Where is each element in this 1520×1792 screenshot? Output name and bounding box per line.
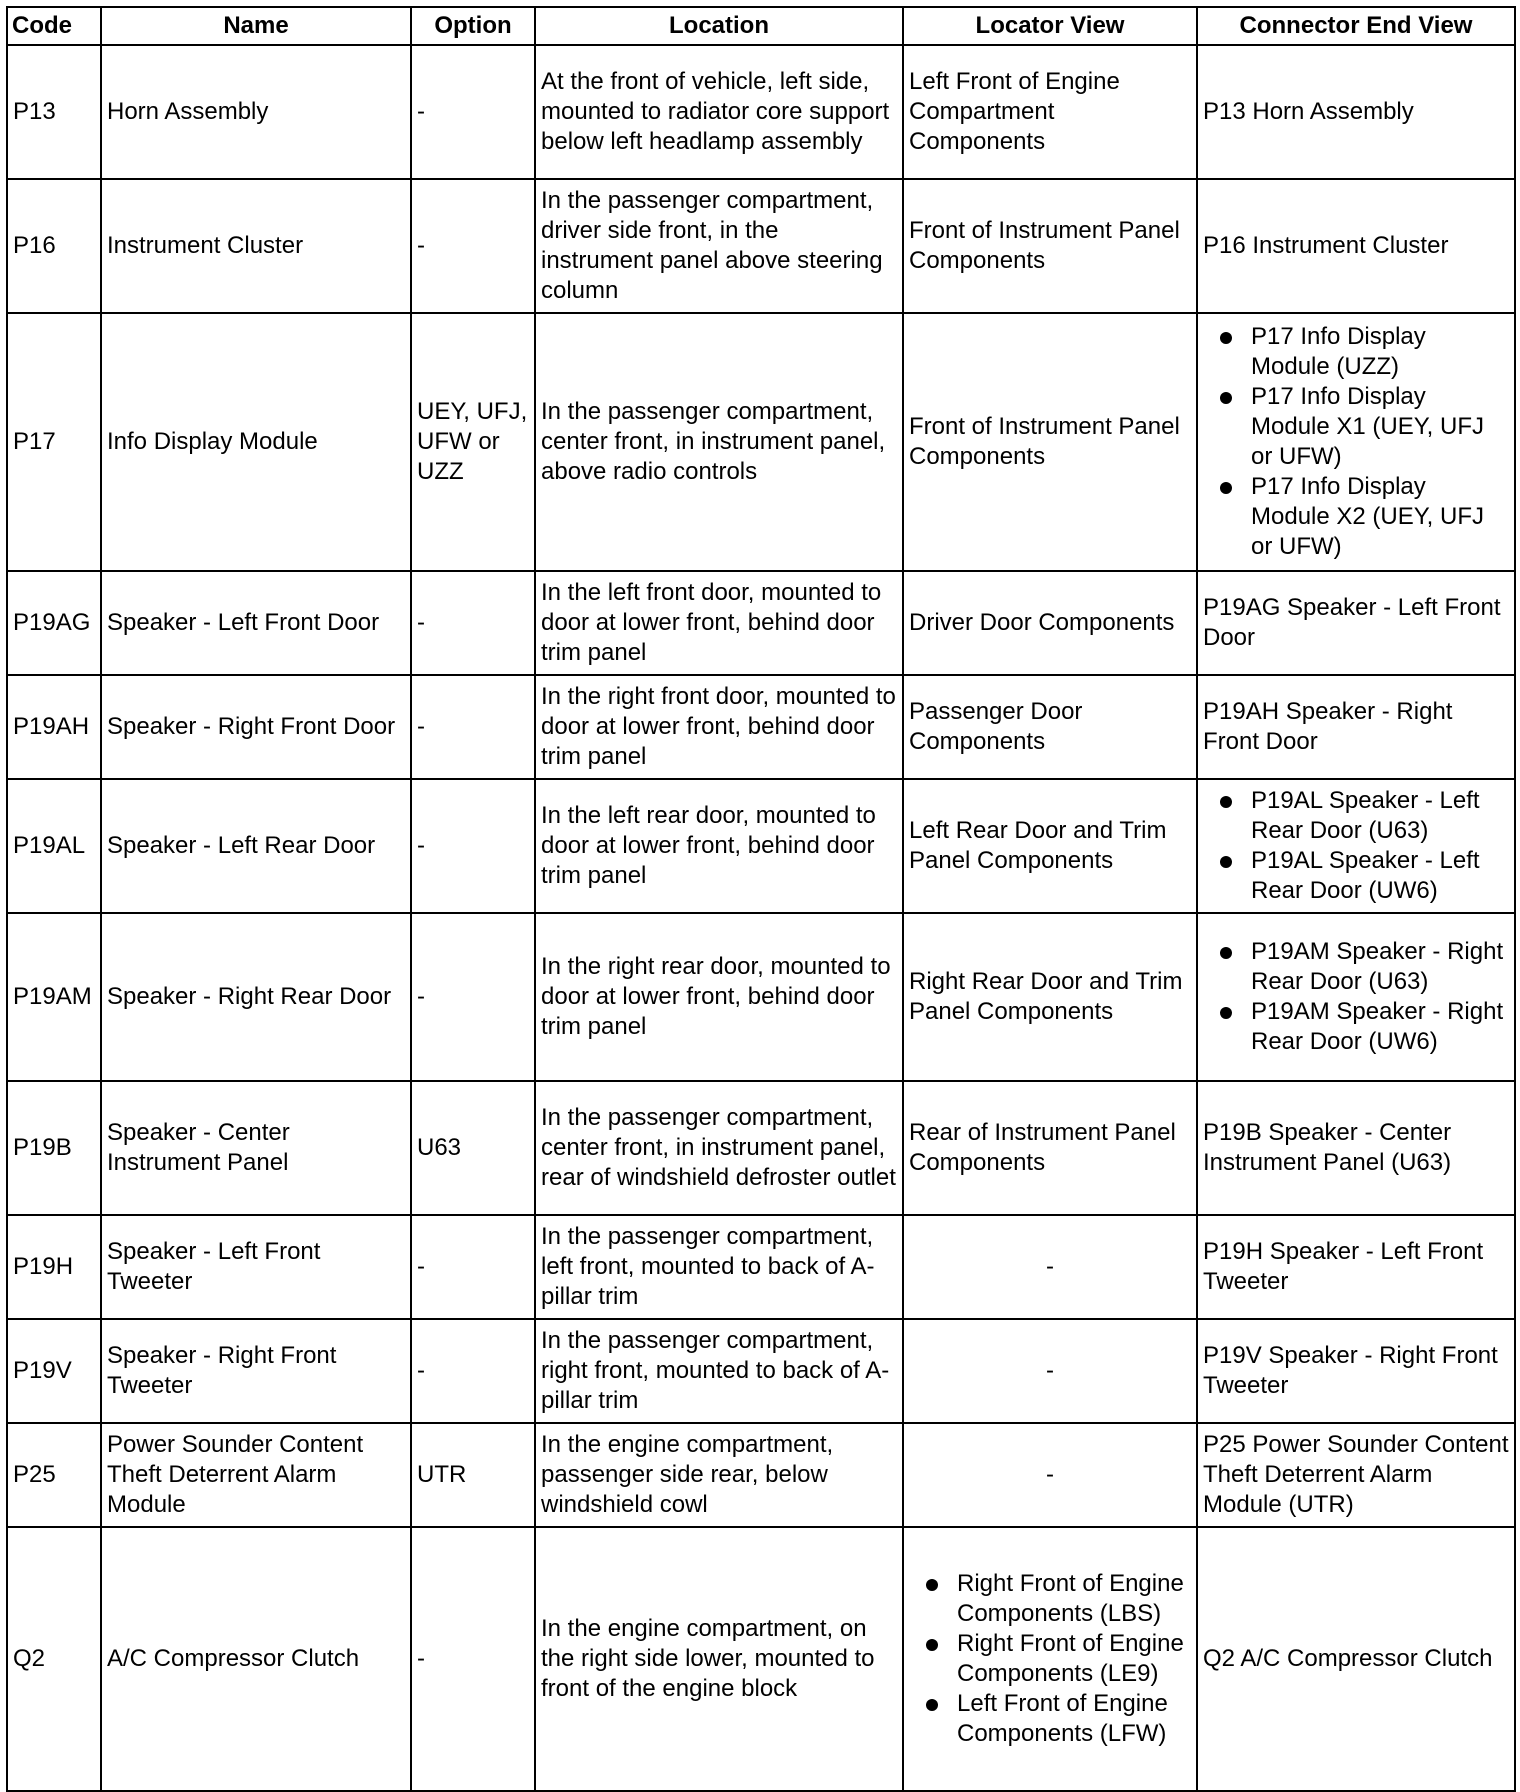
cell-name-text: A/C Compressor Clutch — [107, 1645, 360, 1672]
cell-connector-end-view — [1197, 45, 1515, 179]
cell-option-text: - — [417, 983, 425, 1010]
cell-connector-end-view-text: P16 Instrument Cluster — [1203, 232, 1449, 259]
cell-code — [7, 45, 101, 179]
cell-option-text: - — [417, 1357, 425, 1384]
cell-location — [535, 1215, 903, 1319]
cell-locator-view-text: Front of Instrument Panel Components — [909, 413, 1180, 470]
cell-location — [535, 1319, 903, 1423]
cell-option-text: - — [417, 98, 425, 125]
cell-code-text: P16 — [13, 232, 56, 259]
header-row — [7, 7, 1515, 45]
cell-option — [411, 1527, 535, 1791]
cell-location-text: In the passenger compartment, driver side front, in the instrument panel above steering column — [541, 187, 883, 304]
cell-option — [411, 571, 535, 675]
cell-locator-view-text: Right Rear Door and Trim Panel Components — [909, 968, 1183, 1025]
cell-location-text: In the passenger compartment, center front, in instrument panel, above radio controls — [541, 398, 886, 485]
cell-name-text: Power Sounder Content Theft Deterrent Alarm Module — [107, 1431, 364, 1518]
cell-code-text: P19V — [13, 1357, 72, 1384]
table-row — [7, 45, 1515, 179]
cell-connector-end-view — [1197, 1215, 1515, 1319]
cell-location-text: In the engine compartment, on the right side lower, mounted to front of the engine block — [541, 1615, 875, 1702]
table-body — [7, 45, 1515, 1791]
cell-code — [7, 571, 101, 675]
bullet-list — [909, 1569, 1191, 1749]
cell-name — [101, 1527, 411, 1791]
cell-connector-end-view-text: P19V Speaker - Right Front Tweeter — [1203, 1342, 1498, 1399]
cell-locator-view-text: Left Front of Engine Compartment Components — [909, 68, 1120, 155]
cell-code-text: P19AH — [13, 713, 90, 740]
cell-code — [7, 675, 101, 779]
bullet-item: P17 Info Display Module (UZZ) — [1203, 322, 1509, 382]
cell-name-text: Speaker - Right Front Tweeter — [107, 1342, 337, 1399]
cell-connector-end-view — [1197, 313, 1515, 571]
cell-code-text: P19H — [13, 1253, 74, 1280]
cell-name — [101, 1423, 411, 1527]
table-row — [7, 1423, 1515, 1527]
cell-code — [7, 1423, 101, 1527]
cell-option — [411, 779, 535, 913]
cell-code — [7, 313, 101, 571]
cell-option-text: - — [417, 1645, 425, 1672]
table-row — [7, 571, 1515, 675]
cell-location — [535, 675, 903, 779]
cell-option-text: UTR — [417, 1461, 467, 1488]
cell-option-text: - — [417, 232, 425, 259]
bullet-list — [1203, 322, 1509, 562]
cell-location — [535, 779, 903, 913]
cell-name-text: Speaker - Left Front Door — [107, 609, 380, 636]
cell-name-text: Info Display Module — [107, 428, 318, 455]
table-row — [7, 1081, 1515, 1215]
bullet-item: Left Front of Engine Components (LFW) — [909, 1689, 1191, 1749]
cell-connector-end-view — [1197, 779, 1515, 913]
cell-code-text: P19AM — [13, 983, 92, 1010]
cell-locator-view-text: Passenger Door Components — [909, 698, 1083, 755]
cell-option — [411, 1081, 535, 1215]
cell-code — [7, 1319, 101, 1423]
cell-connector-end-view — [1197, 1319, 1515, 1423]
cell-locator-view-text: Front of Instrument Panel Components — [909, 217, 1180, 274]
cell-connector-end-view — [1197, 675, 1515, 779]
cell-locator-view — [903, 1081, 1197, 1215]
cell-option-text: UEY, UFJ, UFW or UZZ — [417, 398, 528, 485]
cell-name-text: Horn Assembly — [107, 98, 269, 125]
cell-location-text: In the left front door, mounted to door at lower front, behind door trim panel — [541, 579, 882, 666]
cell-name-text: Speaker - Left Rear Door — [107, 832, 376, 859]
cell-name — [101, 571, 411, 675]
cell-connector-end-view — [1197, 571, 1515, 675]
cell-name — [101, 913, 411, 1081]
bullet-item: P19AL Speaker - Left Rear Door (U63) — [1203, 786, 1509, 846]
connector-table — [6, 6, 1516, 1792]
cell-location-text: In the passenger compartment, left front, mounted to back of A-pillar trim — [541, 1223, 875, 1310]
cell-connector-end-view — [1197, 913, 1515, 1081]
cell-option — [411, 1423, 535, 1527]
cell-location — [535, 313, 903, 571]
cell-option — [411, 45, 535, 179]
cell-connector-end-view — [1197, 179, 1515, 313]
cell-code-text: P13 — [13, 98, 56, 125]
cell-locator-view — [903, 913, 1197, 1081]
bullet-list — [1203, 937, 1509, 1057]
cell-connector-end-view-text: P19AH Speaker - Right Front Door — [1203, 698, 1453, 755]
cell-name — [101, 1319, 411, 1423]
cell-code — [7, 779, 101, 913]
cell-connector-end-view-text: P19B Speaker - Center Instrument Panel (U63) — [1203, 1119, 1452, 1176]
cell-option-text: - — [417, 1253, 425, 1280]
cell-locator-view — [903, 675, 1197, 779]
cell-location — [535, 1081, 903, 1215]
cell-option — [411, 313, 535, 571]
table-row — [7, 913, 1515, 1081]
cell-locator-view-text: - — [1046, 1461, 1054, 1488]
cell-location — [535, 1527, 903, 1791]
cell-code — [7, 1215, 101, 1319]
cell-option — [411, 179, 535, 313]
header-code: Code — [7, 7, 101, 45]
cell-locator-view — [903, 571, 1197, 675]
cell-location-text: At the front of vehicle, left side, mounted to radiator core support below left headlamp assembly — [541, 68, 890, 155]
cell-locator-view — [903, 1423, 1197, 1527]
cell-code — [7, 1527, 101, 1791]
cell-option-text: - — [417, 832, 425, 859]
cell-locator-view — [903, 1319, 1197, 1423]
cell-locator-view — [903, 313, 1197, 571]
header-location: Location — [535, 7, 903, 45]
cell-code-text: P25 — [13, 1461, 56, 1488]
cell-code-text: P17 — [13, 428, 56, 455]
cell-locator-view — [903, 1215, 1197, 1319]
cell-locator-view — [903, 179, 1197, 313]
cell-name — [101, 675, 411, 779]
cell-connector-end-view — [1197, 1423, 1515, 1527]
cell-locator-view-text: - — [1046, 1357, 1054, 1384]
header-option: Option — [411, 7, 535, 45]
bullet-item: P19AL Speaker - Left Rear Door (UW6) — [1203, 846, 1509, 906]
cell-locator-view-text: Rear of Instrument Panel Components — [909, 1119, 1176, 1176]
bullet-item: P17 Info Display Module X1 (UEY, UFJ or UFW) — [1203, 382, 1509, 472]
bullet-item: P17 Info Display Module X2 (UEY, UFJ or UFW) — [1203, 472, 1509, 562]
bullet-item: P19AM Speaker - Right Rear Door (U63) — [1203, 937, 1509, 997]
component-locator-sheet — [6, 6, 1514, 1792]
cell-connector-end-view-text: P13 Horn Assembly — [1203, 98, 1414, 125]
table-row — [7, 313, 1515, 571]
header-locator-view: Locator View — [903, 7, 1197, 45]
table-row — [7, 675, 1515, 779]
table-row — [7, 1319, 1515, 1423]
cell-locator-view-text: - — [1046, 1253, 1054, 1280]
bullet-item: Right Front of Engine Components (LBS) — [909, 1569, 1191, 1629]
header-connector-end-view: Connector End View — [1197, 7, 1515, 45]
cell-location-text: In the right rear door, mounted to door at lower front, behind door trim panel — [541, 953, 891, 1040]
cell-option-text: - — [417, 609, 425, 636]
bullet-item: P19AM Speaker - Right Rear Door (UW6) — [1203, 997, 1509, 1057]
table-row — [7, 1215, 1515, 1319]
cell-connector-end-view-text: Q2 A/C Compressor Clutch — [1203, 1645, 1493, 1672]
table-row — [7, 779, 1515, 913]
cell-name — [101, 45, 411, 179]
cell-location — [535, 571, 903, 675]
cell-name — [101, 313, 411, 571]
cell-name — [101, 179, 411, 313]
cell-location-text: In the right front door, mounted to door at lower front, behind door trim panel — [541, 683, 896, 770]
cell-connector-end-view-text: P25 Power Sounder Content Theft Deterrent Alarm Module (UTR) — [1203, 1431, 1509, 1518]
cell-location-text: In the passenger compartment, center front, in instrument panel, rear of windshield defroster outlet — [541, 1104, 896, 1191]
cell-name-text: Instrument Cluster — [107, 232, 304, 259]
table-row — [7, 179, 1515, 313]
header-name: Name — [101, 7, 411, 45]
cell-option — [411, 1215, 535, 1319]
table-row — [7, 1527, 1515, 1791]
cell-connector-end-view — [1197, 1527, 1515, 1791]
cell-name — [101, 1081, 411, 1215]
cell-locator-view — [903, 1527, 1197, 1791]
cell-locator-view — [903, 45, 1197, 179]
cell-locator-view-text: Driver Door Components — [909, 609, 1175, 636]
cell-option — [411, 675, 535, 779]
cell-name-text: Speaker - Right Front Door — [107, 713, 396, 740]
cell-location-text: In the engine compartment, passenger side rear, below windshield cowl — [541, 1431, 834, 1518]
cell-connector-end-view — [1197, 1081, 1515, 1215]
cell-option-text: - — [417, 713, 425, 740]
cell-code — [7, 1081, 101, 1215]
cell-name-text: Speaker - Right Rear Door — [107, 983, 392, 1010]
cell-location — [535, 45, 903, 179]
cell-code-text: P19B — [13, 1134, 72, 1161]
cell-connector-end-view-text: P19AG Speaker - Left Front Door — [1203, 594, 1501, 651]
bullet-list — [1203, 786, 1509, 906]
cell-code-text: Q2 — [13, 1645, 46, 1672]
cell-location-text: In the left rear door, mounted to door at lower front, behind door trim panel — [541, 802, 876, 889]
cell-code — [7, 179, 101, 313]
cell-name-text: Speaker - Left Front Tweeter — [107, 1238, 321, 1295]
cell-location — [535, 1423, 903, 1527]
cell-location — [535, 913, 903, 1081]
cell-option — [411, 1319, 535, 1423]
cell-code-text: P19AG — [13, 609, 91, 636]
cell-option-text: U63 — [417, 1134, 462, 1161]
cell-name-text: Speaker - Center Instrument Panel — [107, 1119, 290, 1176]
cell-option — [411, 913, 535, 1081]
cell-name — [101, 1215, 411, 1319]
cell-location-text: In the passenger compartment, right front, mounted to back of A-pillar trim — [541, 1327, 890, 1414]
bullet-item: Right Front of Engine Components (LE9) — [909, 1629, 1191, 1689]
cell-name — [101, 779, 411, 913]
cell-locator-view-text: Left Rear Door and Trim Panel Components — [909, 817, 1167, 874]
cell-location — [535, 179, 903, 313]
cell-code-text: P19AL — [13, 832, 86, 859]
cell-code — [7, 913, 101, 1081]
cell-locator-view — [903, 779, 1197, 913]
cell-connector-end-view-text: P19H Speaker - Left Front Tweeter — [1203, 1238, 1484, 1295]
